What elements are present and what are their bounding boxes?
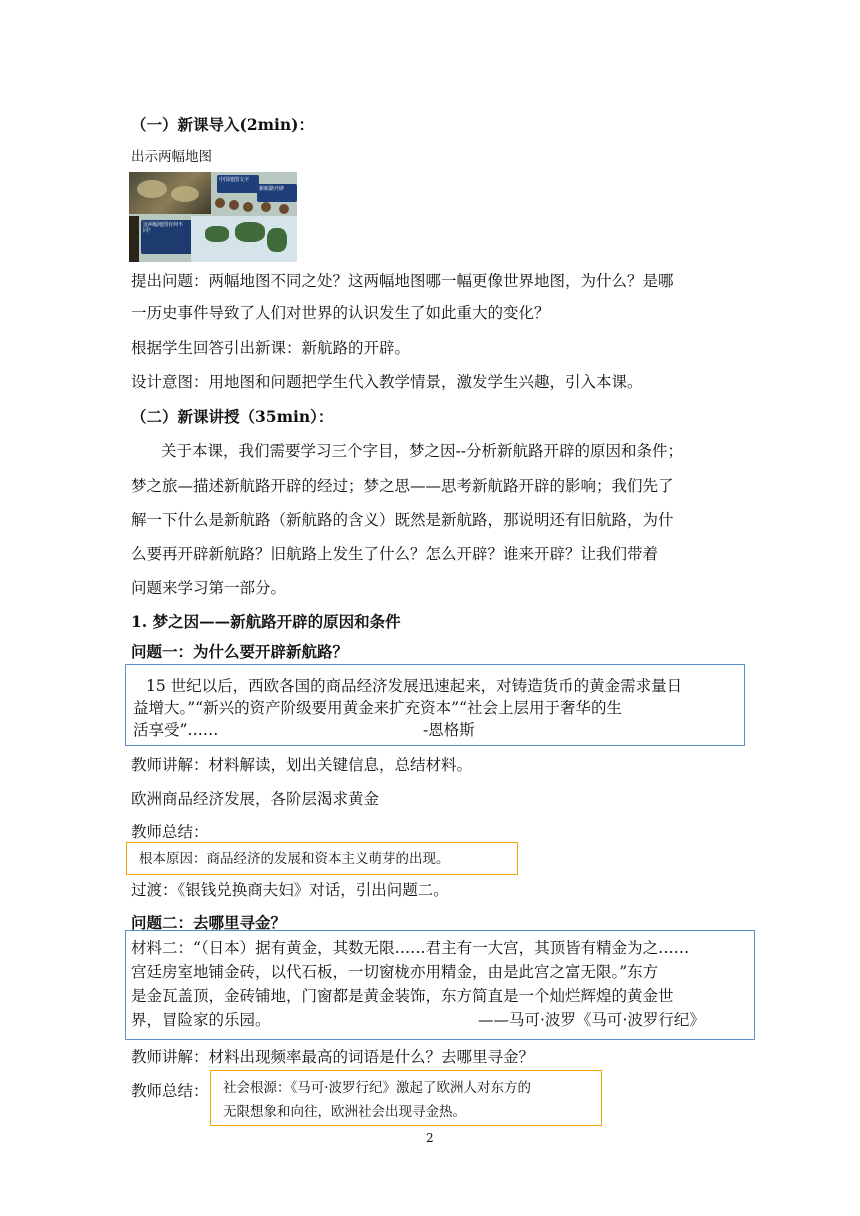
intro-line-3: 解一下什么是新航路（新航路的含义）既然是新航路，那说明还有旧航路，为什 bbox=[131, 511, 674, 529]
q1-material-source: -恩格斯 bbox=[423, 721, 475, 739]
q2-material-box bbox=[125, 930, 755, 1040]
q2-summary-line-1: 社会根源：《马可·波罗行纪》激起了欧洲人对东方的 bbox=[223, 1080, 532, 1096]
q1-summary-text: 根本原因：商品经济的发展和资本主义萌芽的出现。 bbox=[139, 851, 450, 867]
q1-explain: 教师讲解：材料解读，划出关键信息，总结材料。 bbox=[131, 756, 473, 774]
q2-summary-label: 教师总结： bbox=[131, 1082, 209, 1100]
lead-in-text: 根据学生回答引出新课：新航路的开辟。 bbox=[131, 339, 411, 357]
q1-material-box bbox=[125, 664, 745, 746]
question2-heading: 问题二：去哪里寻金？ bbox=[131, 913, 287, 932]
q1-material-line-3: 活享受”…… bbox=[133, 721, 219, 739]
portrait-image bbox=[129, 216, 139, 262]
q2-summary-box bbox=[210, 1070, 602, 1126]
q2-explain: 教师讲解：材料出现频率最高的词语是什么？去哪里寻金？ bbox=[131, 1048, 535, 1066]
show-maps-text: 出示两幅地图 bbox=[131, 149, 212, 165]
intro-line-4: 么要再开辟新航路？旧航路上发生了什么？怎么开辟？谁来开辟？让我们带着 bbox=[131, 545, 659, 563]
q2-summary-line-2: 无限想象和向往，欧洲社会出现寻金热。 bbox=[223, 1104, 466, 1120]
transition-text: 过渡：《银钱兑换商夫妇》对话，引出问题二。 bbox=[131, 881, 449, 899]
intro-line-2: 梦之旅—描述新航路开辟的经过；梦之思——思考新航路开辟的影响；我们先了 bbox=[131, 477, 674, 495]
world-map-image bbox=[191, 216, 297, 262]
q1-material-line-2: 益增大。”“新兴的资产阶级要用黄金来扩充资本”“社会上层用于奢华的生 bbox=[133, 699, 622, 717]
question1-heading: 问题一：为什么要开辟新航路？ bbox=[131, 642, 349, 661]
q1-summary-box bbox=[126, 842, 518, 875]
design-intent-text: 设计意图：用地图和问题把学生代入教学情景，激发学生兴趣，引入本课。 bbox=[131, 373, 643, 391]
q1-material-line-1: 15 世纪以后，西欧各国的商品经济发展迅速起来，对铸造货币的黄金需求量日 bbox=[146, 677, 683, 695]
image-callout-bottom: 这两幅地图有何不同？ bbox=[141, 220, 193, 254]
part1-heading: 1. 梦之因——新航路开辟的原因和条件 bbox=[131, 612, 401, 631]
image-callout-right: 新航路开辟 bbox=[257, 184, 297, 202]
q1-point: 欧洲商品经济发展，各阶层渴求黄金 bbox=[131, 790, 380, 808]
old-map-image bbox=[129, 172, 211, 214]
q1-summary-label: 教师总结： bbox=[131, 823, 209, 841]
image-callout-top: 中国地图文字 bbox=[217, 175, 259, 193]
section2-heading: （二）新课讲授（35min）： bbox=[131, 407, 334, 426]
q2-material-line-3: 是金瓦盖顶，金砖铺地，门窗都是黄金装饰，东方简直是一个灿烂辉煌的黄金世 bbox=[131, 987, 674, 1005]
q2-material-line-4: 界，冒险家的乐园。 bbox=[131, 1011, 271, 1029]
q2-material-source: ——马可·波罗《马可·波罗行纪》 bbox=[478, 1011, 705, 1029]
intro-line-5: 问题来学习第一部分。 bbox=[131, 579, 287, 597]
section1-heading: （一）新课导入(2min)： bbox=[131, 115, 315, 134]
question-line-1: 提出问题：两幅地图不同之处？这两幅地图哪一幅更像世界地图，为什么？是哪 bbox=[131, 272, 674, 290]
q2-material-line-1: 材料二：“（日本）据有黄金，其数无限……君主有一大宫，其顶皆有精金为之…… bbox=[131, 939, 690, 957]
intro-maps-image bbox=[129, 172, 297, 262]
question-line-2: 一历史事件导致了人们对世界的认识发生了如此重大的变化？ bbox=[131, 304, 550, 322]
intro-line-1: 关于本课，我们需要学习三个字目，梦之因--分析新航路开辟的原因和条件； bbox=[161, 442, 683, 460]
q2-material-line-2: 宫廷房室地铺金砖，以代石板，一切窗栊亦用精金，由是此宫之富无限。”东方 bbox=[131, 963, 659, 981]
page-number: 2 bbox=[426, 1131, 434, 1145]
